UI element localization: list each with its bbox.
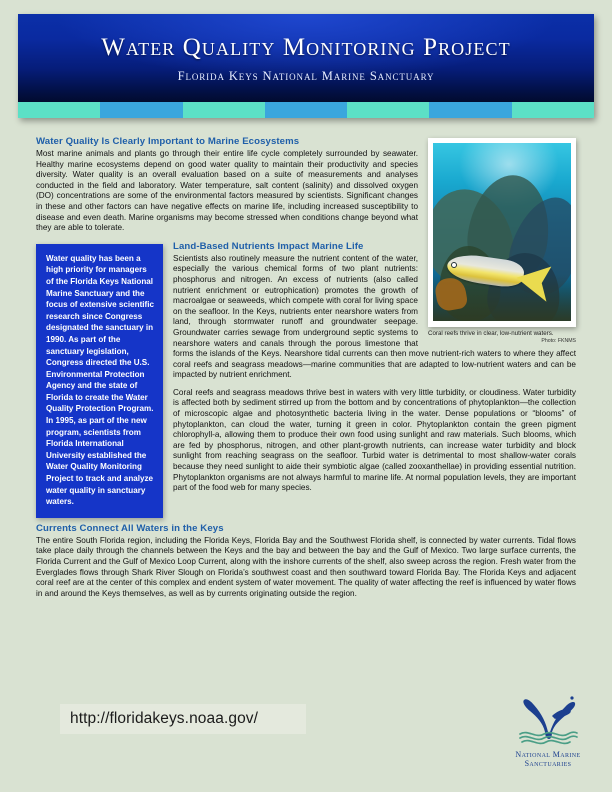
- website-url-text[interactable]: http://floridakeys.noaa.gov/: [70, 710, 259, 727]
- photo-frame: [428, 138, 576, 327]
- logo-label-line-1: National Marine: [515, 750, 581, 759]
- section-heading-land-based-nutrients: Land-Based Nutrients Impact Marine Life: [173, 240, 364, 252]
- reef-photo-image: [433, 143, 571, 321]
- section-paragraph: Most marine animals and plants go through their entire life cycle completely surrounded by seawater. Healthy marine ecosystems depend on good water quality to maintain their productivity and species diversity. Water quality is an overall evaluation based on a suite of measurements and analyses conducted in the field and laboratory. Water temperature, salt content (salinity) and dissolved oxygen (DO) concentrations are some of the environmental factors measured by scientists. Significant changes in these and other factors can have negative effects on marine life, including increased susceptibility to disease and even death. Marine organisms may become stressed when conditions change beyond what they are able to tolerate.: [36, 149, 418, 233]
- stripe-segment-4: [265, 102, 347, 118]
- stripe-segment-5: [347, 102, 429, 118]
- stripe-segment-7: [512, 102, 594, 118]
- stripe-segment-6: [429, 102, 511, 118]
- photo-credit: Photo: FKNMS: [541, 338, 576, 344]
- logo-label-line-2: Sanctuaries: [524, 759, 572, 768]
- section-paragraph: Scientists also routinely measure the nutrient content of the water, especially the various chemical forms of two plant nutrients: phosphorus and nitrogen. An excess of nutrients (also called nutrient enrichment or eutrophication) promotes the growth of macroalgae or seaweeds, which compete with coral for living space on the seafloor. In the Keys, nutrients enter nearshore waters from land, through stormwater runoff and groundwater seepage. Groundwater carries sewage from underground septic systems to nearshore waters and canals through the porous limestone that forms the islands of the Keys. Nearshore tidal currents can then move nutrient-rich waters to where they affect coral reefs and seagrass meadows—marine communities that are adapted to low-nutrient waters and can be impacted by nutrient enrichment.: [173, 253, 576, 380]
- national-marine-sanctuaries-logo: [500, 692, 596, 778]
- header-banner: [18, 14, 594, 118]
- pull-quote-text: Water quality has been a high priority for managers of the Florida Keys National Marine Sanctuary and the focus of extensive scientific research since Congress designated the sanctuary in 1990. As part of the sanctuary legislation, Congress directed the U.S. Environmental Protection Agency and the state of Florida to create the Water Quality Protection Program. In 1995, as part of the new program, scientists from Florida International University established the Water Quality Monitoring Project to track and analyze water quality in sanctuary waters.: [46, 253, 154, 507]
- website-url-box[interactable]: [60, 704, 306, 734]
- color-stripe-bar: [18, 102, 594, 118]
- stripe-segment-3: [183, 102, 265, 118]
- section-heading-water-quality: Water Quality Is Clearly Important to Marine Ecosystems: [36, 136, 300, 147]
- section-paragraph: Coral reefs and seagrass meadows thrive best in waters with very little turbidity, or cloudiness. Water turbidity is affected both by sediment stirred up from the bottom and by concentrations of phytoplankton—the collection of microscopic algae and photosynthetic bacteria living in the water. Dense populations or “blooms” of phytoplankton, can cloud the water, turning it green in color. Phytoplankton contain the green pigment chlorophyll-a, allowing them to produce their own food using sunlight and raw materials. Such blooms, which are fed by phosphorus, nitrogen, and other plant-growth nutrients, can increase water turbidity and block sunlight from reaching seagrass on the seafloor. Turbid water is detrimental to most shallow-water corals because they need sunlight to aide their symbiotic algae (called zooxanthellae) in providing essential nutrition. Phytoplankton organisms are not always harmful to marine life. At normal population levels, they are important part of the food web for many species.: [173, 387, 576, 493]
- article-content: [36, 136, 576, 606]
- page-title: Water Quality Monitoring Project: [101, 34, 511, 61]
- section-heading-currents: Currents Connect All Waters in the Keys: [36, 522, 224, 534]
- stripe-segment-2: [100, 102, 182, 118]
- page-subtitle: Florida Keys National Marine Sanctuary: [177, 69, 435, 83]
- photo-caption: Coral reefs thrive in clear, low-nutrient waters.: [428, 330, 554, 337]
- pull-quote-box: [36, 244, 163, 518]
- stripe-segment-1: [18, 102, 100, 118]
- banner-background: [18, 14, 594, 102]
- reef-photo-figure: [428, 138, 576, 345]
- section-paragraph: The entire South Florida region, including the Florida Keys, Florida Bay and the Southwest Florida shelf, is connected by water currents. Tidal flows take place daily through the channels between the Keys and the bay and between the bay and the Gulf of Mexico. Two large surface currents, the Florida Current and the Gulf of Mexico Loop Current, along with the inshore currents of the shelf, also sweep across the region. Fresh water from the Everglades flows through Shark River Slough on Florida’s southwest coast and then southward toward Florida Bay. The Florida Keys and adjacent coral reef are at the center of this complex and endent system of water movement. The quality of water affecting the reef is influenced by water flows in and around the Keys themselves, as well as by currents originating outside the region.: [36, 535, 576, 598]
- whale-tail-icon: [512, 692, 584, 748]
